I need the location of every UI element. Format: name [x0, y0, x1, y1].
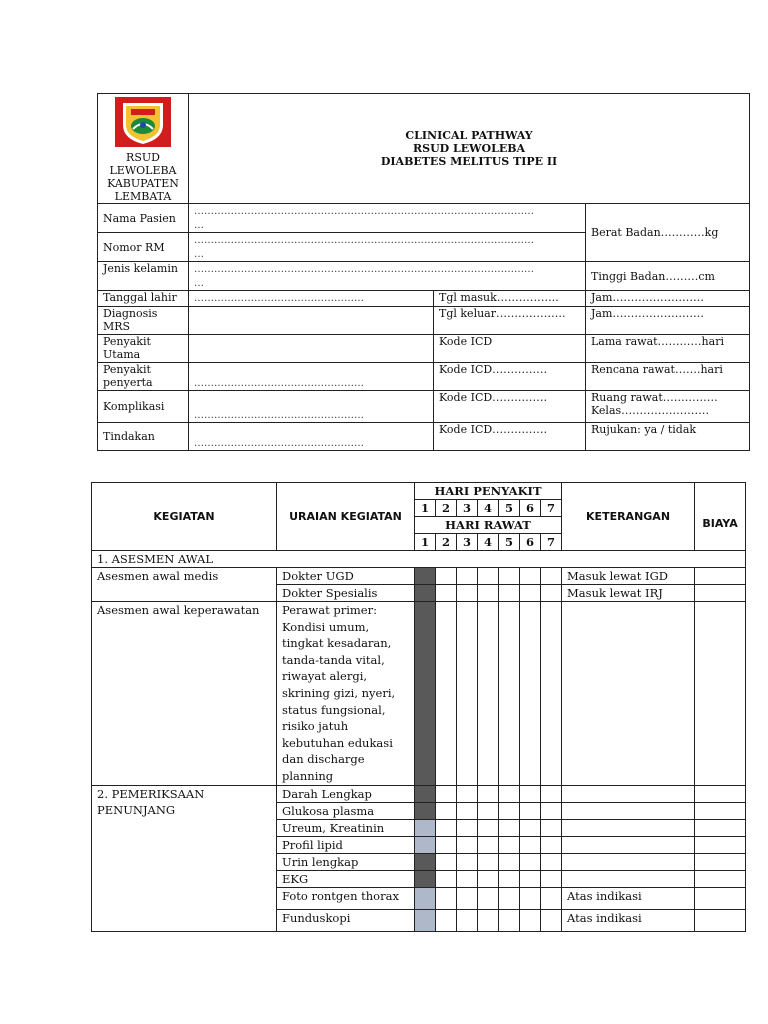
day-cell[interactable]	[436, 887, 457, 909]
label-jenis-kelamin: Jenis kelamin	[98, 262, 189, 291]
hospital-crest-icon	[115, 97, 171, 147]
day-cell[interactable]	[478, 802, 499, 819]
day-cell[interactable]	[499, 802, 520, 819]
day-cell[interactable]	[541, 853, 562, 870]
biaya-cell[interactable]	[695, 568, 746, 585]
day-cell[interactable]	[541, 870, 562, 887]
kegiatan-asesmen-keperawatan: Asesmen awal keperawatan	[92, 602, 277, 786]
label-tanggal-lahir: Tanggal lahir	[98, 291, 189, 307]
field-ruang-rawat[interactable]: Ruang rawat…………… Kelas……………………	[586, 391, 750, 423]
field-kode-icd-komplikasi[interactable]: Kode ICD……………	[434, 391, 586, 423]
day-cell[interactable]	[457, 802, 478, 819]
label-penyakit-penyerta: Penyakit penyerta	[98, 363, 189, 391]
day-cell-filled[interactable]	[415, 785, 436, 802]
field-lama-rawat[interactable]: Lama rawat…………hari	[586, 335, 750, 363]
biaya-cell[interactable]	[695, 887, 746, 909]
day-cell[interactable]	[541, 909, 562, 931]
day-cell[interactable]	[457, 585, 478, 602]
label-komplikasi: Komplikasi	[98, 391, 189, 423]
day-cell[interactable]	[520, 568, 541, 585]
day-cell[interactable]	[457, 853, 478, 870]
keterangan-cell	[562, 785, 695, 802]
day-header: 2	[436, 534, 457, 551]
day-header: 3	[457, 500, 478, 517]
test-item: Foto rontgen thorax	[277, 887, 415, 909]
day-cell[interactable]	[520, 602, 541, 786]
patient-header-table	[97, 93, 750, 451]
day-header: 6	[520, 534, 541, 551]
day-cell[interactable]	[541, 602, 562, 786]
label-nama-pasien: Nama Pasien	[98, 204, 189, 233]
keterangan-cell	[562, 802, 695, 819]
day-cell-optional[interactable]	[415, 819, 436, 836]
test-item: Darah Lengkap	[277, 785, 415, 802]
col-hari-rawat: HARI RAWAT	[415, 517, 562, 534]
day-header: 1	[415, 500, 436, 517]
biaya-cell[interactable]	[695, 802, 746, 819]
day-cell[interactable]	[457, 568, 478, 585]
biaya-cell[interactable]	[695, 909, 746, 931]
label-tindakan: Tindakan	[98, 423, 189, 451]
label-diagnosis-mrs: Diagnosis MRS	[98, 307, 189, 335]
test-item: Urin lengkap	[277, 853, 415, 870]
day-cell[interactable]	[436, 870, 457, 887]
day-cell[interactable]	[499, 887, 520, 909]
field-nomor-rm[interactable]: ………………………………………………………………………………………… …	[189, 233, 586, 262]
day-cell[interactable]	[436, 785, 457, 802]
day-header: 2	[436, 500, 457, 517]
day-cell[interactable]	[478, 602, 499, 786]
biaya-cell[interactable]	[695, 853, 746, 870]
day-cell[interactable]	[499, 870, 520, 887]
day-cell[interactable]	[499, 836, 520, 853]
field-tgl-masuk[interactable]: Tgl masuk……………..	[434, 291, 586, 307]
day-cell[interactable]	[520, 836, 541, 853]
day-cell[interactable]	[436, 585, 457, 602]
day-header: 6	[520, 500, 541, 517]
day-header: 3	[457, 534, 478, 551]
day-cell[interactable]	[499, 585, 520, 602]
day-cell[interactable]	[499, 853, 520, 870]
field-nama-pasien[interactable]: ………………………………………………………………………………………… …	[189, 204, 586, 233]
hospital-name-line: KABUPATEN	[107, 177, 179, 190]
day-cell[interactable]	[541, 802, 562, 819]
biaya-cell[interactable]	[695, 785, 746, 802]
day-cell[interactable]	[457, 870, 478, 887]
day-cell[interactable]	[436, 819, 457, 836]
keterangan-cell	[562, 853, 695, 870]
kegiatan-asesmen-medis: Asesmen awal medis	[92, 568, 277, 602]
day-cell[interactable]	[478, 819, 499, 836]
day-cell-optional[interactable]	[415, 887, 436, 909]
day-cell[interactable]	[520, 785, 541, 802]
day-cell[interactable]	[478, 909, 499, 931]
keterangan-cell	[562, 870, 695, 887]
day-cell[interactable]	[478, 887, 499, 909]
uraian-dokter-ugd: Dokter UGD	[277, 568, 415, 585]
day-cell[interactable]	[499, 568, 520, 585]
label-penyakit-utama: Penyakit Utama	[98, 335, 189, 363]
day-cell[interactable]	[478, 836, 499, 853]
day-cell[interactable]	[457, 785, 478, 802]
document-title: CLINICAL PATHWAY RSUD LEWOLEBA DIABETES MELITUS TIPE II	[189, 94, 750, 204]
field-tgl-keluar[interactable]: Tgl keluar……………….	[434, 307, 586, 335]
day-cell[interactable]	[478, 785, 499, 802]
col-kegiatan: KEGIATAN	[92, 483, 277, 551]
uraian-perawat-primer: Perawat primer: Kondisi umum, tingkat kesadaran, tanda-tanda vital, riwayat alergi, skrining gizi, nyeri, status fungsional, risiko jatuh kebutuhan edukasi dan discharge planning	[277, 602, 415, 786]
section-asesmen-awal: 1. ASESMEN AWAL	[92, 551, 746, 568]
day-cell[interactable]	[457, 836, 478, 853]
day-cell-filled[interactable]	[415, 870, 436, 887]
field-tanggal-lahir[interactable]: ……………………………………………	[189, 291, 434, 307]
day-cell[interactable]	[436, 909, 457, 931]
test-item: Profil lipid	[277, 836, 415, 853]
day-cell[interactable]	[499, 819, 520, 836]
field-kode-icd-tindakan[interactable]: Kode ICD……………	[434, 423, 586, 451]
day-header: 7	[541, 534, 562, 551]
section-pemeriksaan-penunjang: 2. PEMERIKSAAN PENUNJANG	[92, 785, 277, 931]
keterangan-cell	[562, 819, 695, 836]
day-cell[interactable]	[457, 602, 478, 786]
field-tindakan[interactable]: ……………………………………………	[189, 423, 434, 451]
day-cell[interactable]	[436, 602, 457, 786]
field-berat-badan[interactable]: Berat Badan…………kg	[586, 204, 750, 262]
test-item: Funduskopi	[277, 909, 415, 931]
day-cell[interactable]	[520, 909, 541, 931]
day-cell[interactable]	[457, 819, 478, 836]
day-header: 5	[499, 534, 520, 551]
day-cell[interactable]	[541, 836, 562, 853]
field-kode-icd-penyerta[interactable]: Kode ICD……………	[434, 363, 586, 391]
keterangan-cell	[562, 602, 695, 786]
day-cell[interactable]	[520, 802, 541, 819]
day-cell-filled[interactable]	[415, 602, 436, 786]
col-uraian: URAIAN KEGIATAN	[277, 483, 415, 551]
day-cell[interactable]	[436, 836, 457, 853]
hospital-name-line: RSUD	[126, 151, 160, 164]
biaya-cell[interactable]	[695, 819, 746, 836]
day-cell-filled[interactable]	[415, 853, 436, 870]
field-rujukan[interactable]: Rujukan: ya / tidak	[586, 423, 750, 451]
day-cell[interactable]	[478, 585, 499, 602]
field-komplikasi[interactable]: ……………………………………………	[189, 391, 434, 423]
field-jam-masuk[interactable]: Jam…………………….	[586, 291, 750, 307]
label-nomor-rm: Nomor RM	[98, 233, 189, 262]
day-header: 1	[415, 534, 436, 551]
biaya-cell[interactable]	[695, 870, 746, 887]
field-kode-icd-utama[interactable]: Kode ICD	[434, 335, 586, 363]
day-cell[interactable]	[541, 887, 562, 909]
day-cell[interactable]	[436, 853, 457, 870]
day-cell[interactable]	[457, 909, 478, 931]
day-cell-optional[interactable]	[415, 836, 436, 853]
day-cell-filled[interactable]	[415, 568, 436, 585]
day-cell[interactable]	[520, 870, 541, 887]
day-header: 4	[478, 500, 499, 517]
day-cell-optional[interactable]	[415, 909, 436, 931]
test-item: EKG	[277, 870, 415, 887]
day-cell[interactable]	[541, 568, 562, 585]
hospital-logo-cell	[98, 94, 189, 204]
uraian-dokter-spesialis: Dokter Spesialis	[277, 585, 415, 602]
field-rencana-rawat[interactable]: Rencana rawat…….hari	[586, 363, 750, 391]
field-penyakit-penyerta[interactable]: ……………………………………………	[189, 363, 434, 391]
col-hari-penyakit: HARI PENYAKIT	[415, 483, 562, 500]
day-cell[interactable]	[478, 568, 499, 585]
day-cell-filled[interactable]	[415, 802, 436, 819]
day-cell[interactable]	[520, 819, 541, 836]
day-cell-filled[interactable]	[415, 585, 436, 602]
field-diagnosis-mrs[interactable]	[189, 307, 434, 335]
day-cell[interactable]	[499, 602, 520, 786]
day-cell[interactable]	[436, 568, 457, 585]
day-cell[interactable]	[520, 887, 541, 909]
test-item: Ureum, Kreatinin	[277, 819, 415, 836]
day-cell[interactable]	[457, 887, 478, 909]
field-jam-keluar[interactable]: Jam…………………….	[586, 307, 750, 335]
day-cell[interactable]	[436, 802, 457, 819]
day-cell[interactable]	[520, 585, 541, 602]
keterangan-irj: Masuk lewat IRJ	[562, 585, 695, 602]
biaya-cell[interactable]	[695, 585, 746, 602]
day-cell[interactable]	[478, 853, 499, 870]
clinical-pathway-table	[91, 482, 746, 932]
field-jenis-kelamin[interactable]: ………………………………………………………………………………………… …	[189, 262, 586, 291]
keterangan-atas-indikasi: Atas indikasi	[562, 887, 695, 909]
hospital-name-line: LEWOLEBA	[109, 164, 177, 177]
hospital-name-line: LEMBATA	[114, 190, 172, 203]
keterangan-atas-indikasi: Atas indikasi	[562, 909, 695, 931]
test-item: Glukosa plasma	[277, 802, 415, 819]
day-cell[interactable]	[478, 870, 499, 887]
day-cell[interactable]	[499, 909, 520, 931]
day-header: 5	[499, 500, 520, 517]
field-tinggi-badan[interactable]: Tinggi Badan………cm	[586, 262, 750, 291]
day-cell[interactable]	[541, 819, 562, 836]
day-cell[interactable]	[499, 785, 520, 802]
day-cell[interactable]	[541, 585, 562, 602]
biaya-cell[interactable]	[695, 836, 746, 853]
day-header: 4	[478, 534, 499, 551]
keterangan-igd: Masuk lewat IGD	[562, 568, 695, 585]
field-penyakit-utama[interactable]	[189, 335, 434, 363]
col-biaya: BIAYA	[695, 483, 746, 551]
day-cell[interactable]	[541, 785, 562, 802]
day-cell[interactable]	[520, 853, 541, 870]
biaya-cell[interactable]	[695, 602, 746, 786]
day-header: 7	[541, 500, 562, 517]
keterangan-cell	[562, 836, 695, 853]
col-keterangan: KETERANGAN	[562, 483, 695, 551]
